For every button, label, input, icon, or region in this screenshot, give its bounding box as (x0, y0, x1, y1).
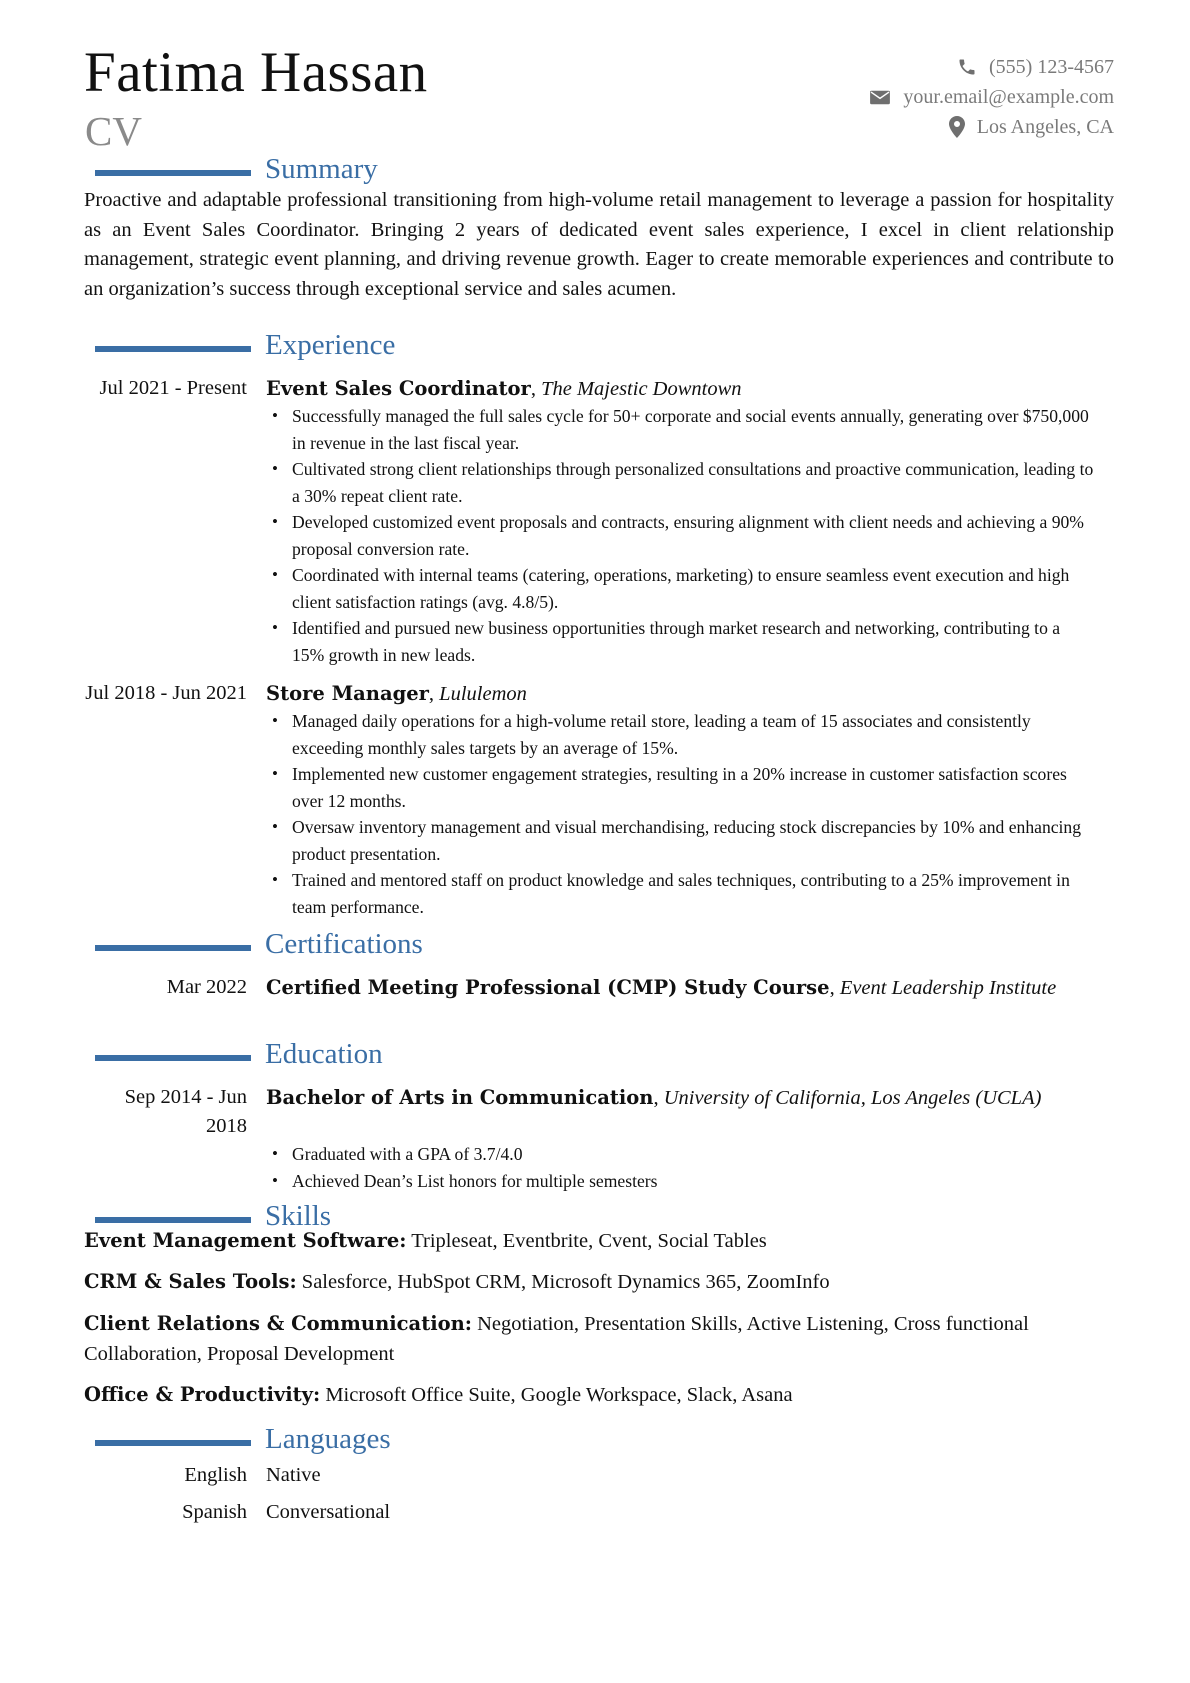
contact-phone (694, 52, 1114, 82)
contact-block (694, 52, 1114, 142)
entry-role: Store Manager (266, 682, 429, 705)
envelope-icon (869, 88, 891, 106)
languages-heading (0, 1425, 1190, 1459)
summary-heading (0, 155, 1190, 189)
entry-org: The Majestic Downtown (541, 378, 742, 400)
bullet-item: • Achieved Dean’s List honors for multiple semesters (266, 1168, 1096, 1195)
summary-section (0, 155, 1190, 189)
entry-date: Mar 2022 (166, 976, 247, 998)
entry-bullets (266, 403, 1096, 668)
section-rule (95, 170, 251, 176)
entry-bullets (266, 708, 1096, 920)
entry-date: Sep 2014 - Jun 2018 (124, 1086, 247, 1137)
bullet-item: • Identified and pursued new business opportunities through market research and networking, contributing to a 15% growth in new leads. (266, 615, 1096, 668)
bullet-item: • Implemented new customer engagement strategies, resulting in a 20% increase in customer satisfaction scores over 12 months. (266, 761, 1096, 814)
document-subtitle: CV (85, 108, 142, 154)
experience-heading (0, 331, 1190, 365)
skill-value: Negotiation, Presentation Skills, Active Listening, Cross functional Collaboration, Proposal Development (84, 1313, 1029, 1365)
phone-icon (957, 57, 977, 77)
bullet-item: • Trained and mentored staff on product knowledge and sales techniques, contributing to a 25% improvement in team performance. (266, 867, 1096, 920)
skill-value: Tripleseat, Eventbrite, Cvent, Social Tables (411, 1230, 767, 1252)
section-rule (95, 346, 251, 352)
language-level: Conversational (266, 1501, 391, 1523)
bullet-item: • Oversaw inventory management and visual merchandising, reducing stock discrepancies by 10% and enhancing product presentation. (266, 814, 1096, 867)
education-heading (0, 1040, 1190, 1074)
bullet-item: • Successfully managed the full sales cycle for 50+ corporate and social events annually, generating over $750,000 in revenue in the last fiscal year. (266, 403, 1096, 456)
education-section (0, 1040, 1190, 1074)
skill-label: Client Relations & Communication: (84, 1312, 472, 1335)
summary-text: Proactive and adaptable professional transitioning from high-volume retail management to leverage a passion for hospitality as an Event Sales Coordinator. Bringing 2 years of dedicated event sales experience, I excel in client relationship management, strategic event planning, and driving revenue growth. Eager to create memorable experiences and contribute to an organization’s success through exceptional service and sales acumen. (84, 189, 1114, 300)
skill-label: CRM & Sales Tools: (84, 1270, 297, 1293)
certifications-heading (0, 930, 1190, 964)
section-rule (95, 1055, 251, 1061)
certifications-section (0, 930, 1190, 964)
degree-name: Bachelor of Arts in Communication (266, 1086, 654, 1109)
section-title: Summary (265, 153, 378, 185)
section-title: Languages (265, 1423, 391, 1455)
skill-value: Salesforce, HubSpot CRM, Microsoft Dynamics 365, ZoomInfo (301, 1271, 830, 1293)
language-row (0, 1460, 1190, 1490)
skill-row (84, 1226, 1094, 1257)
certification-name: Certified Meeting Professional (CMP) Study Course (266, 976, 830, 999)
candidate-name: Fatima Hassan (84, 41, 428, 104)
map-marker-icon (949, 116, 965, 138)
section-title: Education (265, 1038, 383, 1070)
phone-text: (555) 123-4567 (989, 55, 1114, 78)
bullet-item: • Managed daily operations for a high-volume retail store, leading a team of 15 associates and consistently exceeding monthly sales targets by an average of 15%. (266, 708, 1096, 761)
entry-title: Store Manager, Lululemon (266, 682, 527, 705)
contact-location (694, 112, 1114, 142)
email-link[interactable]: your.email@example.com (903, 85, 1114, 108)
skill-row (84, 1267, 1094, 1298)
skill-label: Office & Productivity: (84, 1383, 321, 1406)
section-rule (95, 1217, 251, 1223)
entry-title: Bachelor of Arts in Communication, University of California, Los Angeles (UCLA) (266, 1086, 1042, 1109)
entry-date: Jul 2018 - Jun 2021 (85, 682, 247, 704)
language-row (0, 1497, 1190, 1527)
section-title: Skills (265, 1200, 332, 1232)
entry-role: Event Sales Coordinator (266, 377, 531, 400)
skill-label: Event Management Software: (84, 1229, 407, 1252)
section-rule (95, 945, 251, 951)
entry-title: Event Sales Coordinator, The Majestic Downtown (266, 377, 742, 400)
experience-section (0, 331, 1190, 365)
language-name: English (184, 1464, 247, 1486)
entry-date: Jul 2021 - Present (99, 377, 247, 399)
entry-title: Certified Meeting Professional (CMP) Study Course, Event Leadership Institute (266, 976, 1057, 999)
entry-org: University of California, Los Angeles (UCLA) (663, 1087, 1042, 1109)
bullet-item: • Cultivated strong client relationships through personalized consultations and proactive communication, leading to a 30% repeat client rate. (266, 456, 1096, 509)
languages-section (0, 1425, 1190, 1459)
language-name: Spanish (182, 1501, 247, 1523)
skill-value: Microsoft Office Suite, Google Workspace, Slack, Asana (325, 1384, 793, 1406)
skill-row (84, 1309, 1094, 1369)
section-rule (95, 1440, 251, 1446)
skill-row (84, 1380, 1094, 1411)
language-level: Native (266, 1464, 321, 1486)
location-text: Los Angeles, CA (976, 115, 1114, 138)
entry-org: Lululemon (439, 683, 527, 705)
bullet-item: • Coordinated with internal teams (catering, operations, marketing) to ensure seamless event execution and high client satisfaction ratings (avg. 4.8/5). (266, 562, 1096, 615)
section-title: Certifications (265, 928, 423, 960)
entry-org: Event Leadership Institute (839, 977, 1057, 999)
bullet-item: • Graduated with a GPA of 3.7/4.0 (266, 1141, 1096, 1168)
entry-bullets (266, 1141, 1096, 1194)
section-title: Experience (265, 329, 396, 361)
contact-email (694, 82, 1114, 112)
bullet-item: • Developed customized event proposals and contracts, ensuring alignment with client needs and achieving a 90% proposal conversion rate. (266, 509, 1096, 562)
